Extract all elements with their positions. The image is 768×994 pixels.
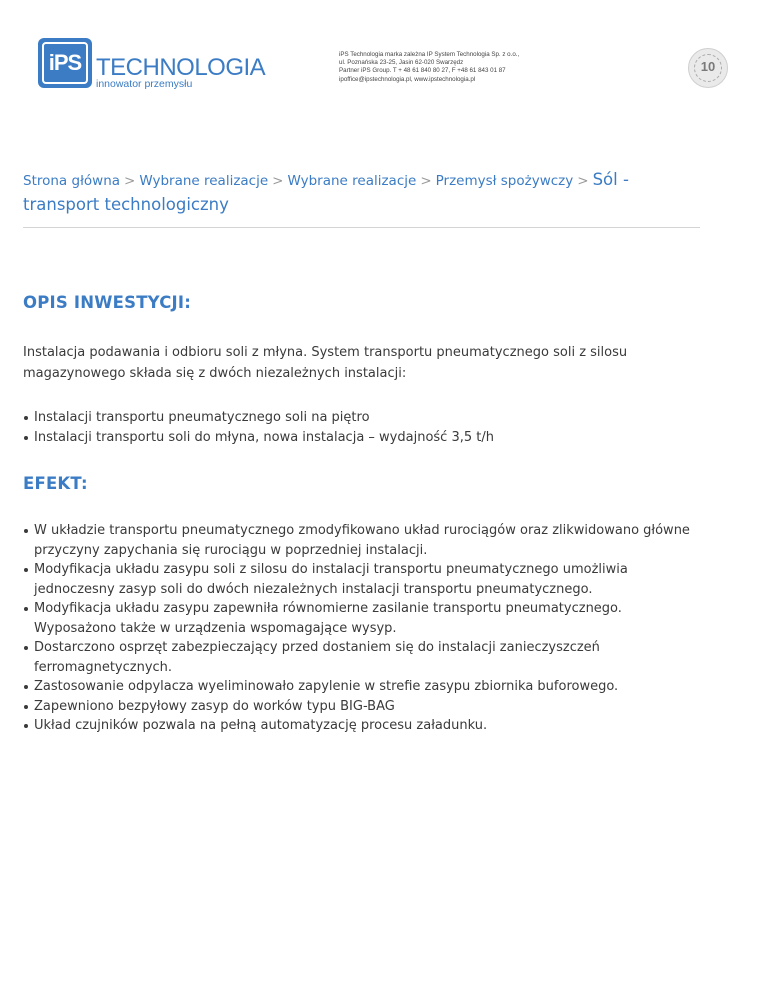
company-info-line: ipoffice@ipstechnologia.pl, www.ipstechnologia.pl — [339, 75, 476, 83]
page-header — [0, 0, 768, 120]
opis-paragraph: Instalacja podawania i odbioru soli z młyna. System transportu pneumatycznego soli z silosu magazynowego składa się z dwóch niezależnych instalacji: — [23, 345, 628, 381]
logo-tagline: innowator przemysłu — [96, 78, 193, 90]
breadcrumb-separator: > — [272, 173, 284, 189]
list-item: Zapewniono bezpyłowy zasyp do worków typu BIG-BAG — [23, 697, 703, 717]
list-item: Modyfikacja układu zasypu soli z silosu do instalacji transportu pneumatycznego umożliwia jednoczesny zasyp soli do dwóch niezależnych instalacji transportu pneumatycznego. — [23, 560, 703, 599]
opis-heading: OPIS INWESTYCJI: — [23, 293, 191, 312]
breadcrumb-link-realizacje[interactable]: Wybrane realizacje — [139, 173, 269, 189]
breadcrumb-separator: > — [577, 173, 589, 189]
logo-mark-text: iPS — [42, 42, 88, 84]
anniversary-badge-icon — [688, 48, 728, 88]
breadcrumb-link-realizacje-2[interactable]: Wybrane realizacje — [287, 173, 417, 189]
list-item: Instalacji transportu pneumatycznego soli na piętro — [23, 408, 703, 428]
list-item: Modyfikacja układu zasypu zapewniła równomierne zasilanie transportu pneumatycznego. Wyposażono także w urządzenia wspomagające wysyp. — [23, 599, 703, 638]
company-info-line: iPS Technologia marka zależna IP System Technologia Sp. z o.o., — [339, 51, 520, 58]
list-item: Instalacji transportu soli do młyna, nowa instalacja – wydajność 3,5 t/h — [23, 428, 703, 448]
breadcrumb-link-przemysl[interactable]: Przemysł spożywczy — [435, 173, 574, 189]
company-info-line: ul. Poznańska 23-25, Jasin 62-020 Swarzędz — [339, 59, 464, 67]
breadcrumb-separator: > — [420, 173, 432, 189]
efekt-heading: EFEKT: — [23, 474, 88, 493]
company-info-line: Partner iPS Group. T + 48 61 840 80 27, F +48 61 843 01 87 — [339, 67, 506, 75]
list-item: Zastosowanie odpylacza wyeliminowało zapylenie w strefie zasypu zbiornika buforowego. — [23, 677, 703, 697]
company-logo[interactable] — [38, 38, 266, 94]
logo-mark — [38, 38, 92, 88]
breadcrumb-link-home[interactable]: Strona główna — [23, 173, 121, 189]
badge-number: 10 — [700, 59, 716, 74]
list-item: Dostarczono osprzęt zabezpieczający przed dostaniem się do instalacji zanieczyszczeń ferromagnetycznych. — [23, 638, 703, 677]
breadcrumb — [23, 168, 703, 218]
efekt-list — [23, 521, 703, 736]
list-item: W układzie transportu pneumatycznego zmodyfikowano układ rurociągów oraz zlikwidowano główne przyczyny zapychania się rurociągu w poprzedniej instalacji. — [23, 521, 703, 560]
breadcrumb-separator: > — [124, 173, 136, 189]
list-item: Układ czujników pozwala na pełną automatyzację procesu załadunku. — [23, 716, 703, 736]
logo-title: TECHNOLOGIA — [96, 54, 266, 81]
breadcrumb-current: Sól - transport technologiczny — [23, 170, 629, 214]
opis-list — [23, 408, 703, 447]
company-info — [339, 51, 579, 84]
divider — [23, 227, 700, 228]
